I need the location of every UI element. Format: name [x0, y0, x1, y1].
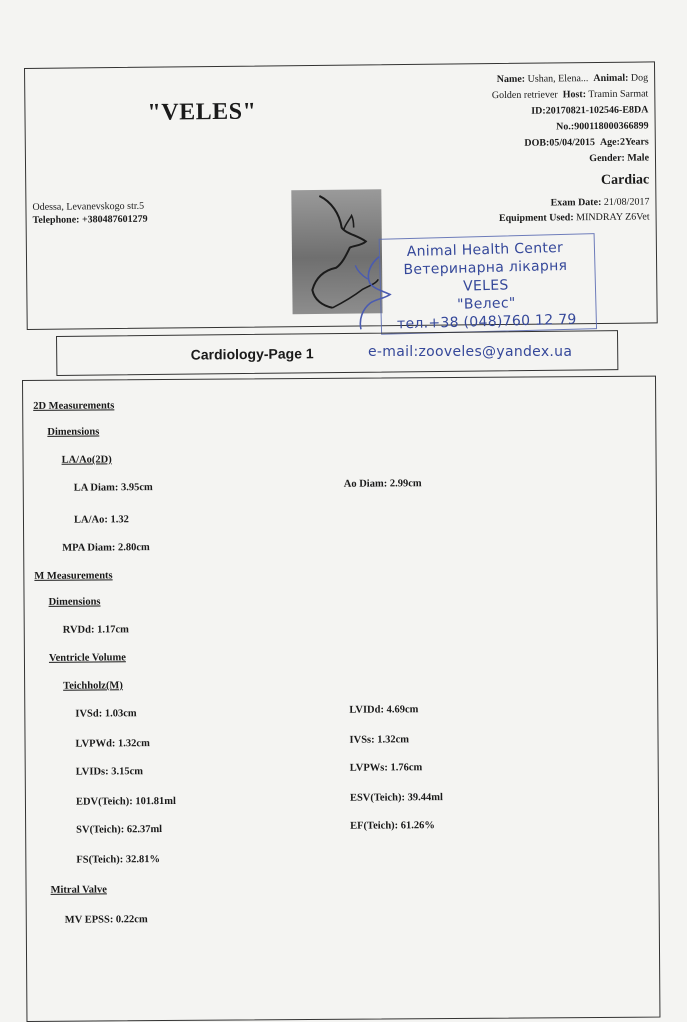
- patient-breed-row: [492, 86, 649, 104]
- exam-info: [499, 194, 650, 226]
- patient-no-row: [492, 118, 649, 136]
- equipment-label: Equipment Used:: [498, 212, 574, 225]
- lvids: LVIDs: 3.15cm: [75, 766, 144, 778]
- patient-no: 900118000366899: [574, 120, 649, 133]
- no-label: No.:: [556, 121, 575, 133]
- patient-host: Tramin Sarmat: [588, 88, 649, 101]
- teichholz-heading: Teichholz(M): [63, 680, 123, 692]
- patient-info: [492, 70, 649, 168]
- lvidd: LVIDd: 4.69cm: [349, 704, 419, 716]
- fs-teich: FS(Teich): 32.81%: [76, 854, 161, 866]
- ef-teich: EF(Teich): 61.26%: [350, 820, 435, 832]
- patient-dob: 05/04/2015: [549, 137, 595, 149]
- stamp-line-4: "Велес": [456, 295, 516, 313]
- stamp-line-1: Animal Health Center: [406, 239, 564, 261]
- esv-teich: ESV(Teich): 39.44ml: [349, 792, 443, 804]
- host-label: Host:: [562, 89, 587, 101]
- section-2d-heading: 2D Measurements: [33, 400, 115, 412]
- patient-id-row: [492, 102, 649, 120]
- exam-date: 21/08/2017: [603, 196, 650, 208]
- lvpwd: LVPWd: 1.32cm: [75, 738, 150, 750]
- exam-type: Cardiac: [600, 172, 650, 188]
- animal-label: Animal:: [593, 72, 629, 85]
- mv-epss: MV EPSS: 0.22cm: [64, 914, 148, 926]
- patient-dob-row: [492, 134, 649, 152]
- exam-date-label: Exam Date:: [550, 196, 602, 209]
- ivsd: IVSd: 1.03cm: [75, 708, 137, 720]
- la-ao-2d-heading: LA/Ao(2D): [61, 454, 112, 466]
- exam-date-row: [499, 194, 650, 211]
- patient-id: 20170821-102546-E8DA: [545, 104, 649, 117]
- la-diam: LA Diam: 3.95cm: [73, 482, 153, 494]
- patient-breed: Golden retriever: [491, 89, 558, 102]
- dimensions-2d-heading: Dimensions: [47, 426, 100, 438]
- ivss: IVSs: 1.32cm: [349, 734, 410, 746]
- patient-gender: Male: [627, 152, 650, 164]
- name-label: Name:: [496, 73, 526, 86]
- dimensions-m-heading: Dimensions: [48, 596, 101, 608]
- ventricle-volume-heading: Ventricle Volume: [48, 652, 126, 664]
- equipment-row: [499, 209, 650, 226]
- clinic-name: "VELES": [147, 98, 257, 126]
- page-title: Cardiology-Page 1: [190, 345, 314, 363]
- patient-age: 2Years: [619, 136, 649, 148]
- ao-diam: Ao Diam: 2.99cm: [343, 478, 422, 490]
- measurements-box: [22, 376, 660, 1022]
- age-label: Age:: [599, 136, 620, 148]
- clinic-phone: Telephone: +380487601279: [32, 213, 148, 226]
- mpa-diam: MPA Diam: 2.80cm: [62, 542, 150, 554]
- patient-name: Ushan, Elena...: [527, 73, 589, 85]
- lvpws: LVPWs: 1.76cm: [349, 762, 423, 774]
- dob-label: DOB:: [524, 137, 550, 149]
- la-ao-ratio: LA/Ao: 1.32: [73, 514, 129, 526]
- stamp-line-3: VELES: [462, 277, 509, 295]
- gender-label: Gender:: [589, 152, 625, 165]
- stamp-line-5: тел.+38 (048)760 12 79: [396, 311, 577, 333]
- id-label: ID:: [531, 105, 546, 117]
- clinic-address-block: [32, 200, 147, 227]
- equipment: MINDRAY Z6Vet: [576, 211, 650, 224]
- edv-teich: EDV(Teich): 101.81ml: [75, 795, 176, 808]
- patient-gender-row: [493, 150, 650, 168]
- clinic-address: Odessa, Levanevskogo str.5: [32, 200, 145, 213]
- stamp-email: e-mail:zooveles@yandex.ua: [368, 344, 573, 360]
- patient-name-row: [492, 70, 649, 88]
- mitral-valve-heading: Mitral Valve: [50, 884, 107, 896]
- rvdd: RVDd: 1.17cm: [62, 624, 129, 636]
- sv-teich: SV(Teich): 62.37ml: [76, 824, 163, 836]
- patient-animal: Dog: [630, 72, 649, 84]
- stamp-line-2: Ветеринарна лікарня: [403, 257, 568, 279]
- section-m-heading: M Measurements: [34, 570, 113, 582]
